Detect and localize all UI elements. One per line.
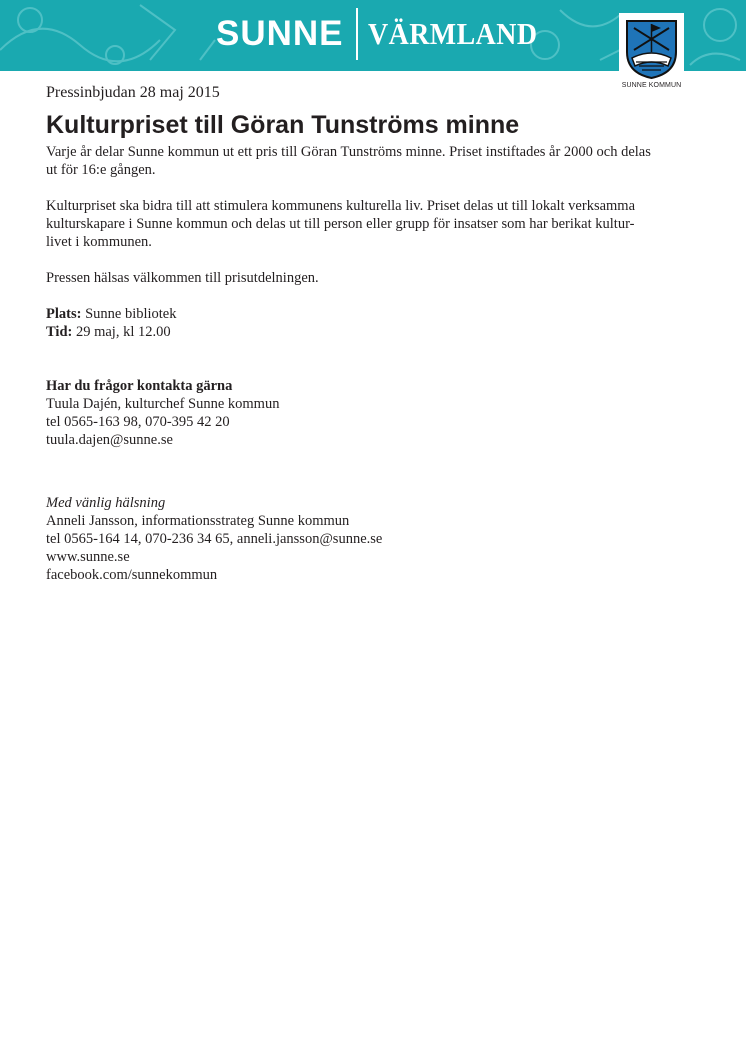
event-place: [46, 305, 686, 323]
signoff-facebook-link[interactable]: facebook.com/sunnekommun: [46, 567, 218, 583]
contact-phone: tel 0565-163 98, 070-395 42 20: [46, 414, 230, 430]
contact-name: Tuula Dajén, kulturchef Sunne kommun: [46, 396, 280, 412]
event-place-value: Sunne bibliotek: [85, 306, 177, 322]
paragraph-intro-line-2: ut för 16:e gången.: [46, 162, 156, 178]
press-release-body: [46, 83, 686, 584]
municipality-logo[interactable]: [619, 13, 684, 93]
paragraph-purpose-line-2: kulturskapare i Sunne kommun och delas ut till person eller grupp för insatser som har berikat kultur-: [46, 216, 635, 232]
logo-caption: SUNNE KOMMUN: [621, 82, 682, 89]
signoff-phone-email[interactable]: tel 0565-164 14, 070-236 34 65, anneli.jansson@sunne.se: [46, 531, 383, 547]
paragraph-purpose-line-1: Kulturpriset ska bidra till att stimulera kommunens kulturella liv. Priset delas ut till lokalt verksamma: [46, 198, 636, 214]
event-time-label: Tid:: [46, 324, 73, 340]
brand-varmland: VÄRMLAND: [367, 16, 537, 51]
signoff-greeting: Med vänlig hälsning: [46, 495, 166, 511]
contact-email[interactable]: tuula.dajen@sunne.se: [46, 432, 173, 448]
event-time: [46, 323, 686, 341]
paragraph-purpose-line-3: livet i kommunen.: [46, 234, 152, 250]
brand-divider: [356, 8, 358, 60]
coat-of-arms-icon: [624, 18, 679, 80]
contact-heading: Har du frågor kontakta gärna: [46, 378, 233, 394]
signoff-website-link[interactable]: www.sunne.se: [46, 549, 130, 565]
brand-sunne: SUNNE: [216, 14, 344, 53]
event-time-value: 29 maj, kl 12.00: [75, 324, 171, 340]
brand-wordmark[interactable]: [216, 8, 556, 60]
page-title: Kulturpriset till Göran Tunströms minne: [46, 111, 520, 139]
paragraph-intro-line-1: Varje år delar Sunne kommun ut ett pris till Göran Tunströms minne. Priset instiftades år 2000 och delas: [46, 144, 651, 160]
paragraph-press-welcome: Pressen hälsas välkommen till prisutdelningen.: [46, 270, 319, 286]
dateline: Pressinbjudan 28 maj 2015: [46, 84, 220, 101]
signoff-name: Anneli Jansson, informationsstrateg Sunne kommun: [46, 513, 350, 529]
event-place-label: Plats:: [46, 306, 82, 322]
